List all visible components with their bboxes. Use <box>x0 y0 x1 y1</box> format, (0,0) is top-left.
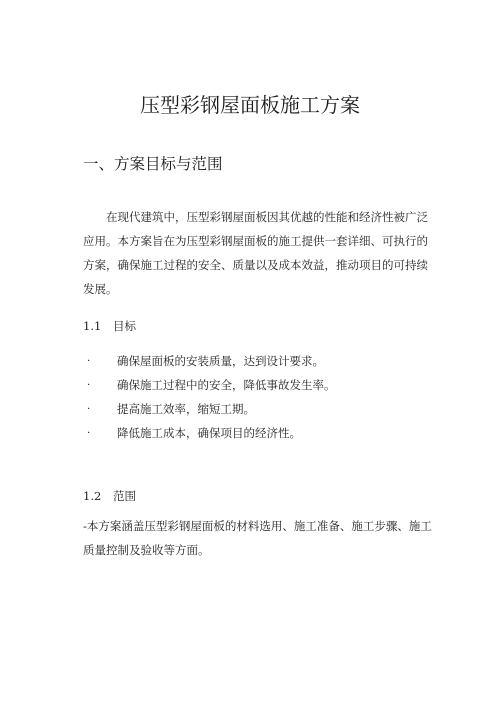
intro-paragraph: 在现代建筑中，压型彩钢屋面板因其优越的性能和经济性被广泛应用。本方案旨在为压型彩钢屋面板的施工提供一套详细、可执行的方案，确保施工过程的安全、质量以及成本效益，推动项目的可持续发展。 <box>83 210 428 296</box>
list-item-text: 提高施工效率，缩短工期。 <box>117 402 255 416</box>
list-item <box>83 349 336 373</box>
document-title: 压型彩钢屋面板施工方案 <box>140 93 360 117</box>
section-heading-goals-scope: 一、方案目标与范围 <box>83 155 223 173</box>
list-item <box>83 421 336 445</box>
scope-paragraph: -本方案涵盖压型彩钢屋面板的材料选用、施工准备、施工步骤、施工质量控制及验收等方面。 <box>83 519 432 557</box>
subsection-heading-scope <box>83 488 136 504</box>
subsection-title: 范围 <box>112 489 136 503</box>
list-item-text: 降低施工成本，确保项目的经济性。 <box>117 426 301 440</box>
bullet-icon: · <box>87 379 91 391</box>
list-item-text: 确保施工过程中的安全，降低事故发生率。 <box>117 378 336 392</box>
bullet-icon: · <box>87 427 91 439</box>
list-item-text: 确保屋面板的安装质量，达到设计要求。 <box>117 354 324 368</box>
list-item <box>83 397 336 421</box>
subsection-number: 1.1 <box>83 319 102 333</box>
bullet-icon: · <box>87 403 91 415</box>
subsection-title: 目标 <box>112 319 136 333</box>
goals-list <box>83 349 336 445</box>
subsection-heading-goals <box>83 318 136 334</box>
bullet-icon: · <box>87 355 91 367</box>
subsection-number: 1.2 <box>83 489 102 503</box>
list-item <box>83 373 336 397</box>
